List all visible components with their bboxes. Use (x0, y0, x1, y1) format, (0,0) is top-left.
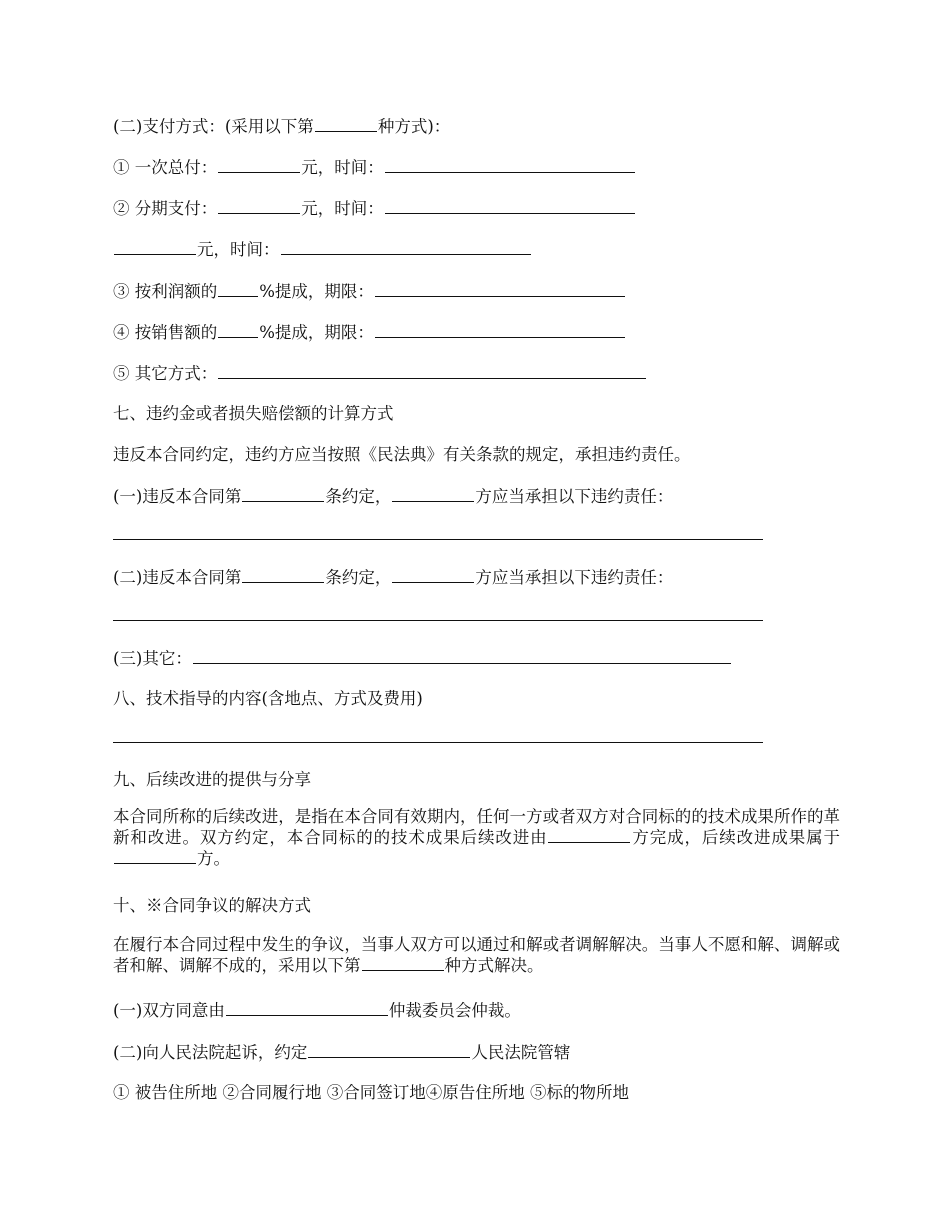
breach-1-answer-line[interactable] (113, 539, 763, 540)
breach-item-label: (二)违反本合同第 (113, 568, 242, 587)
term-blank[interactable] (375, 281, 625, 297)
breach-item-mid: 条约定， (325, 487, 392, 506)
time-blank[interactable] (385, 198, 635, 214)
blank-field[interactable] (315, 116, 377, 132)
breach-item-label: (三)其它： (113, 649, 192, 668)
breach-item-end: 方应当承担以下违约责任： (475, 568, 674, 587)
clause-blank[interactable] (242, 567, 324, 583)
party-blank[interactable] (392, 567, 474, 583)
yuan-time-text: 元，时间： (197, 240, 280, 259)
section-10-body (113, 934, 840, 976)
section-10-title: 十、※合同争议的解决方式 (113, 896, 311, 915)
option-tail: %提成，期限： (259, 323, 374, 342)
amount-blank[interactable] (218, 157, 300, 173)
payment-option-4 (113, 322, 626, 343)
other-method-blank[interactable] (218, 363, 646, 379)
dispute-option-tail: 人民法院管辖 (471, 1043, 571, 1062)
yuan-time-text: 元，时间： (301, 158, 384, 177)
method-blank[interactable] (362, 955, 444, 971)
arbitration-blank[interactable] (226, 1000, 388, 1016)
breach-item-2 (113, 567, 673, 588)
option-tail: %提成，期限： (259, 282, 374, 301)
owner-blank[interactable] (114, 848, 196, 864)
section-10-text-2: 种方式解决。 (444, 956, 544, 975)
time-blank[interactable] (385, 157, 635, 173)
guidance-answer-line[interactable] (113, 742, 763, 743)
option-label: ① 一次总付： (113, 158, 218, 177)
section-7-title: 七、违约金或者损失赔偿额的计算方式 (113, 404, 394, 423)
breach-item-1 (113, 486, 673, 507)
option-label: ③ 按利润额的 (113, 282, 218, 301)
party-blank[interactable] (392, 486, 474, 502)
payment-option-2-installment (113, 239, 532, 260)
improver-blank[interactable] (548, 827, 630, 843)
dispute-option-label: (二)向人民法院起诉，约定 (113, 1043, 308, 1062)
option-label: ② 分期支付： (113, 199, 218, 218)
dispute-option-label: (一)双方同意由 (113, 1001, 225, 1020)
breach-item-end: 方应当承担以下违约责任： (475, 487, 674, 506)
other-blank[interactable] (193, 648, 731, 664)
dispute-option-2 (113, 1042, 570, 1063)
section-9-body (113, 806, 840, 869)
court-blank[interactable] (308, 1042, 470, 1058)
section-10-text-1: 在履行本合同过程中发生的争议，当事人双方可以通过和解或者调解解决。当事人不愿和解、调解或者和解、调解不成的，采用以下第 (113, 935, 840, 975)
breach-item-3 (113, 648, 732, 669)
payment-heading-text: (二)支付方式：(采用以下第 (113, 117, 314, 136)
term-blank[interactable] (375, 322, 625, 338)
option-label: ④ 按销售额的 (113, 323, 218, 342)
option-label: ⑤ 其它方式： (113, 364, 218, 383)
amount-blank[interactable] (218, 198, 300, 214)
dispute-option-1 (113, 1000, 521, 1021)
payment-heading (113, 116, 450, 137)
payment-heading-tail: 种方式)： (377, 117, 451, 136)
amount-blank[interactable] (114, 239, 196, 255)
dispute-option-tail: 仲裁委员会仲裁。 (388, 1001, 521, 1020)
payment-option-3 (113, 281, 626, 302)
percent-blank[interactable] (218, 281, 258, 297)
jurisdiction-places: ① 被告住所地 ②合同履行地 ③合同签订地④原告住所地 ⑤标的物所地 (113, 1083, 629, 1102)
section-7-intro: 违反本合同约定，违约方应当按照《民法典》有关条款的规定，承担违约责任。 (113, 445, 691, 464)
section-9-text-3: 方。 (197, 849, 230, 868)
time-blank[interactable] (281, 239, 531, 255)
section-9-text-2: 方完成，后续改进成果属于 (631, 828, 841, 847)
breach-item-label: (一)违反本合同第 (113, 487, 242, 506)
payment-option-2 (113, 198, 636, 219)
yuan-time-text: 元，时间： (301, 199, 384, 218)
payment-option-5 (113, 363, 647, 384)
clause-blank[interactable] (242, 486, 324, 502)
section-8-title: 八、技术指导的内容(含地点、方式及费用) (113, 689, 423, 708)
breach-item-mid: 条约定， (325, 568, 392, 587)
percent-blank[interactable] (218, 322, 258, 338)
section-9-title: 九、后续改进的提供与分享 (113, 770, 311, 789)
breach-2-answer-line[interactable] (113, 620, 763, 621)
payment-option-1 (113, 157, 636, 178)
section-9-text-1: 本合同所称的后续改进，是指在本合同有效期内，任何一方或者双方对合同标的的技术成果所作的革新和改进。双方约定，本合同标的的技术成果后续改进由 (113, 807, 840, 847)
